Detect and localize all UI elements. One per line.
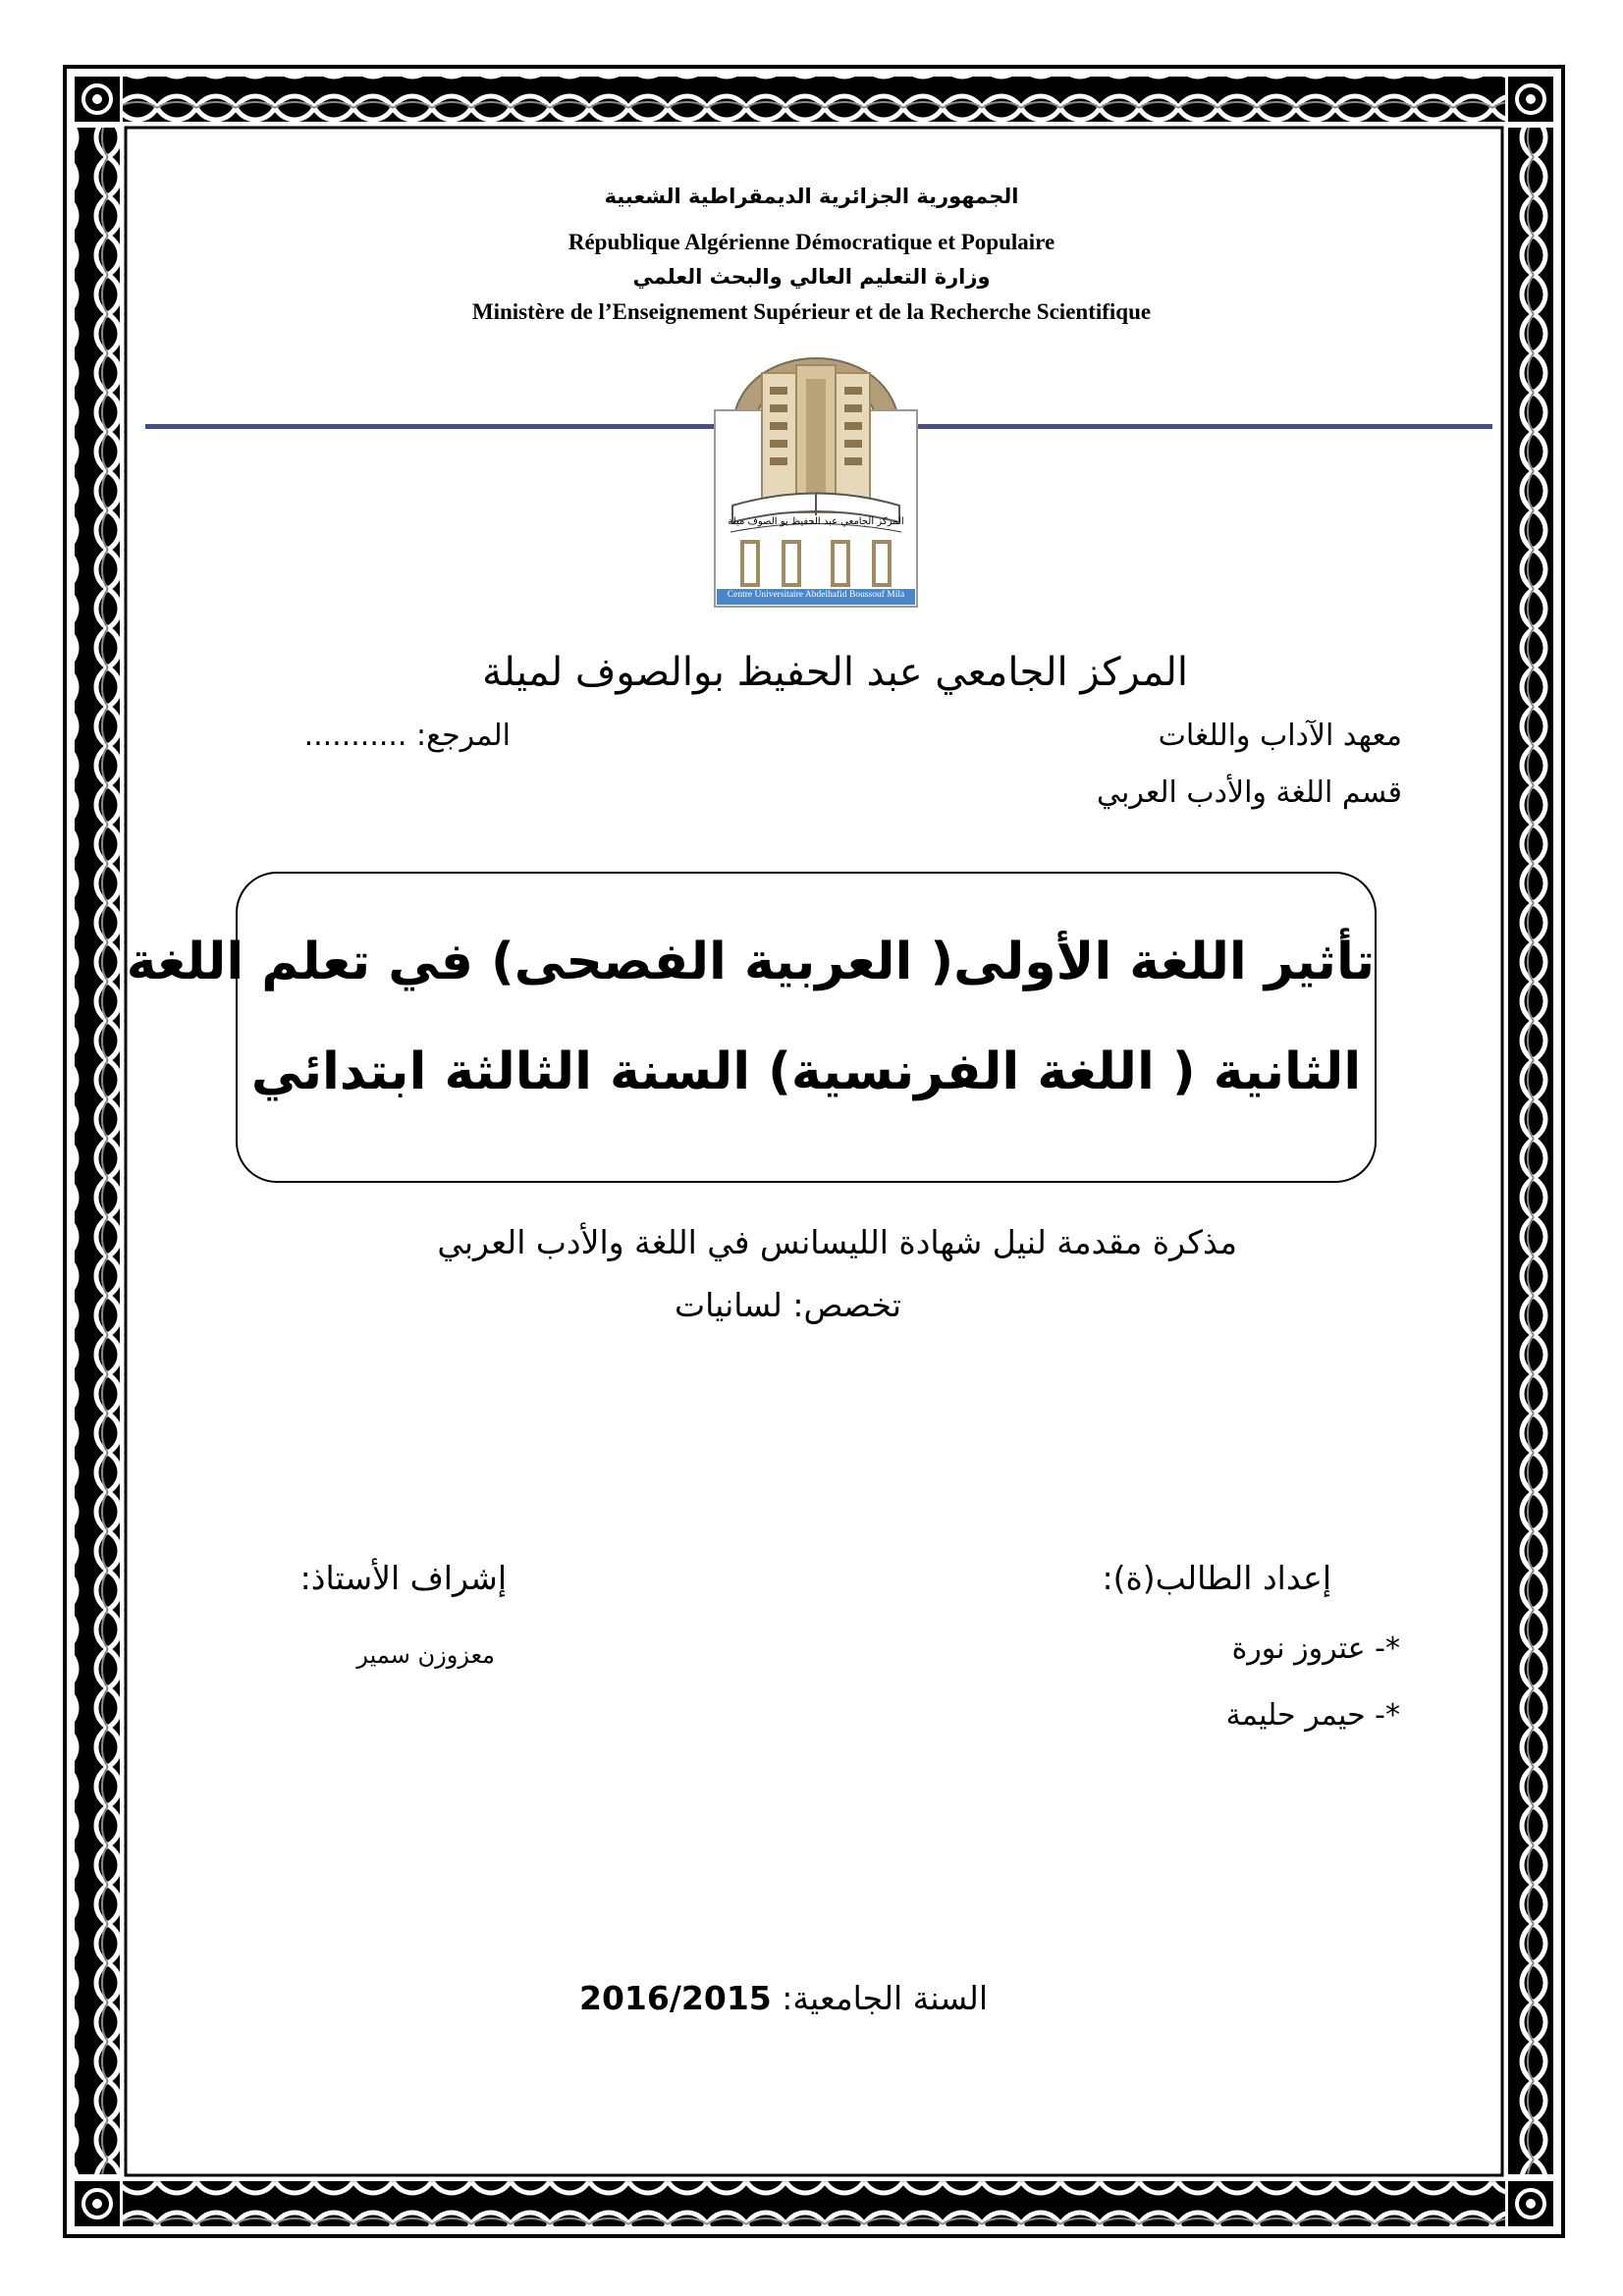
corner-ornament-br-icon <box>1508 2181 1553 2226</box>
republic-french: République Algérienne Démocratique et Populaire <box>568 230 1055 254</box>
student-name-1: *- عتروز نورة <box>1231 1631 1400 1666</box>
ministry-french: Ministère de l’Enseignement Supérieur et de la Recherche Scientifique <box>471 299 1152 324</box>
republic-arabic: الجمهورية الجزائرية الديمقراطية الشعبية <box>604 185 1019 208</box>
student-name-2: *- حيمر حليمة <box>1225 1698 1400 1733</box>
supervisor-label: إشراف الأستاذ: <box>299 1559 507 1597</box>
specialty: تخصص: لسانيات <box>675 1286 901 1324</box>
reference-number: المرجع: ........... <box>303 719 511 753</box>
institute-name: معهد الآداب واللغات <box>1158 719 1402 753</box>
university-logo <box>713 314 919 611</box>
thesis-title-line-1: تأثير اللغة الأولى( العربية الفصحى) في تعلم اللغة <box>126 933 1375 991</box>
corner-ornament-bl-icon <box>75 2181 120 2226</box>
center-name: المركز الجامعي عبد الحفيظ بوالصوف لميلة <box>482 650 1188 695</box>
logo-caption: Centre Universitaire Abdelhafid Boussouf Mila <box>727 590 905 600</box>
corner-ornament-tl-icon <box>75 77 120 122</box>
logo-arc-text: المركز الجامعي عبد الحفيظ بو الصوف ميلة <box>728 516 904 527</box>
supervisor-name: معزوزن سمير <box>356 1641 495 1669</box>
academic-year-value: 2016/2015 <box>579 1979 772 2017</box>
thesis-title-line-2: الثانية ( اللغة الفرنسية) السنة الثالثة ابتدائي <box>250 1042 1362 1101</box>
thesis-title-box <box>126 872 1377 1183</box>
students-label: إعداد الطالب(ة): <box>1102 1559 1331 1597</box>
degree-line: مذكرة مقدمة لنيل شهادة الليسانس في اللغة والأدب العربي <box>437 1223 1237 1261</box>
corner-ornament-tr-icon <box>1508 77 1553 122</box>
department-name: قسم اللغة والأدب العربي <box>1096 775 1402 810</box>
academic-year <box>0 1979 988 2017</box>
ministry-arabic: وزارة التعليم العالي والبحث العلمي <box>632 265 991 289</box>
academic-year-label: السنة الجامعية: <box>782 1979 988 2017</box>
